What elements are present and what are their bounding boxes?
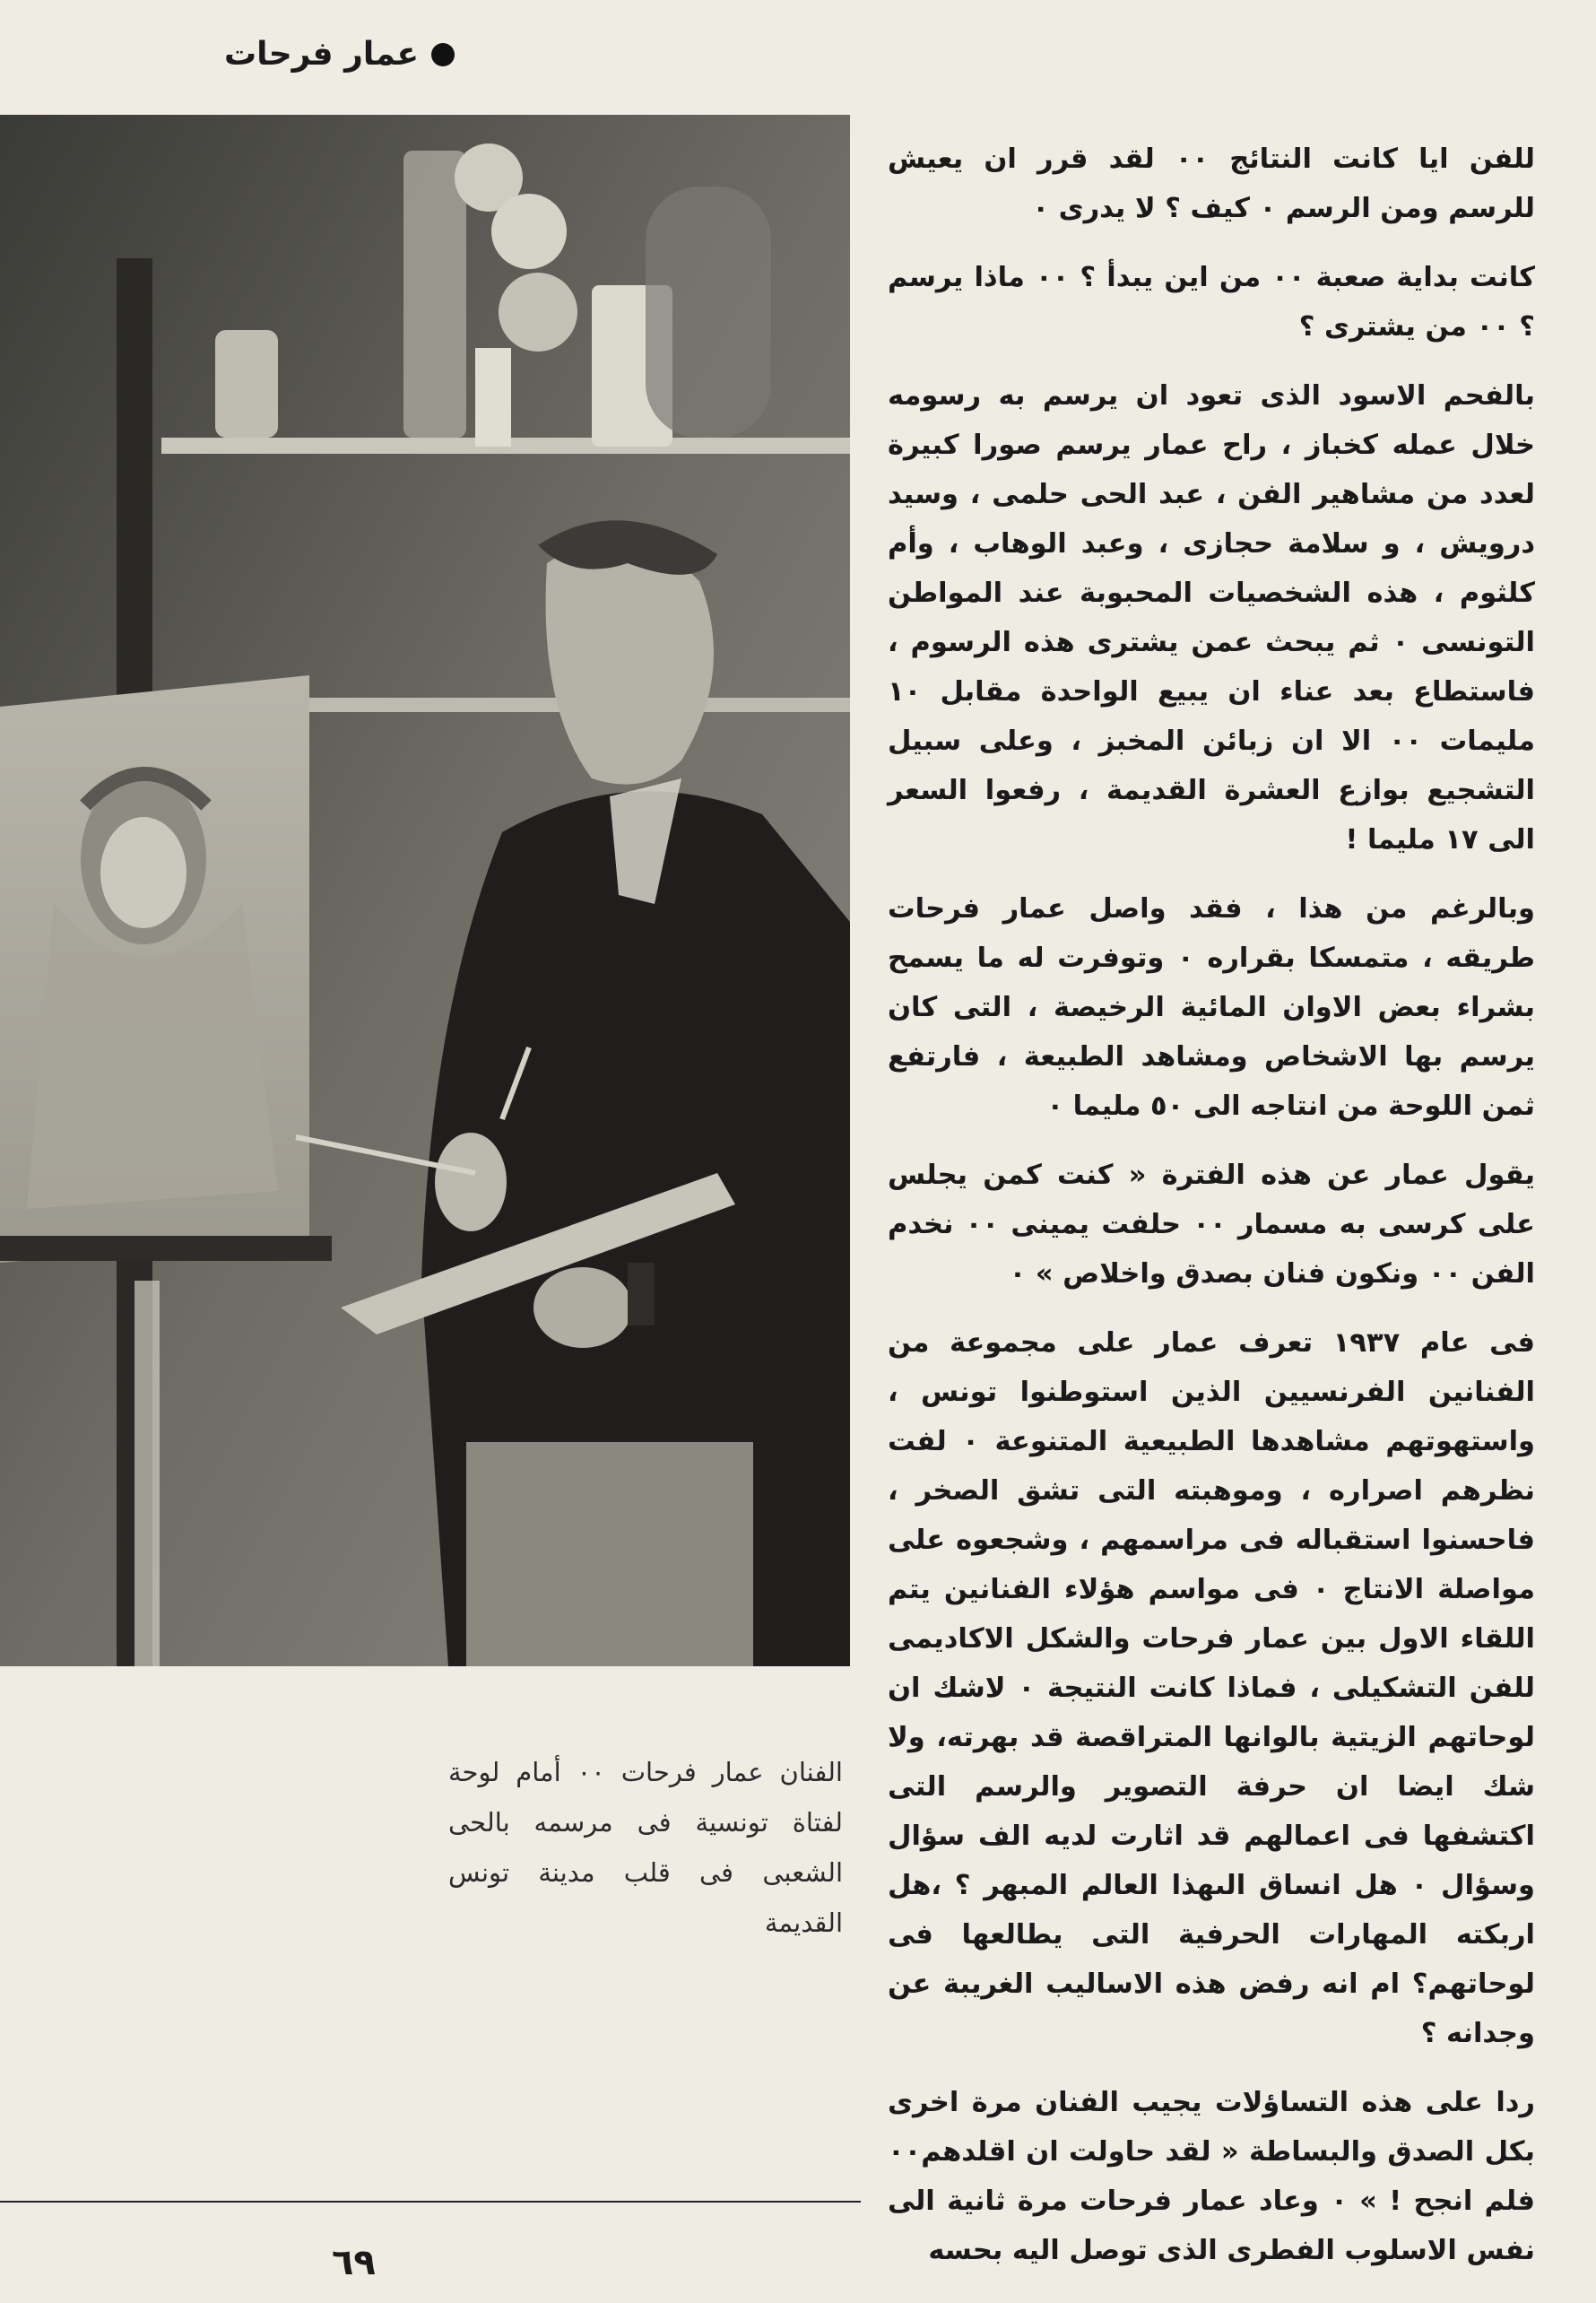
article-paragraph: كانت بداية صعبة ٠٠ من اين يبدأ ؟ ٠٠ ماذا يرسم ؟ ٠٠ من يشترى ؟ <box>888 262 1535 343</box>
page-number: ٦٩ <box>332 2242 376 2283</box>
footer-rule <box>0 2201 861 2203</box>
article-paragraph: يقول عمار عن هذه الفترة « كنت كمن يجلس على كرسى به مسمار ٠٠ حلفت يمينى ٠٠ نخدم الفن ٠٠ ونكون فنان بصدق واخلاص » ٠ <box>888 1160 1535 1290</box>
article-paragraph: فى عام ١٩٣٧ تعرف عمار على مجموعة من الفنانين الفرنسيين الذين استوطنوا تونس ، واستهوتهم مشاهدها الطبيعية المتنوعة ٠ لفت نظرهم اصراره ، وموهبته التى تشق الصخر ، فاحسنوا استقباله فى مراسمهم ، وشجعوه على مواصلة الانتاج ٠ فى مواسم هؤلاء الفنانين يتم اللقاء الاول بين عمار فرحات والشكل الاكاديمى للفن التشكيلى ، فماذا كانت النتيجة ٠ لاشك ان لوحاتهم الزيتية بالوانها المتراقصة قد بهرته، ولا شك ايضا ان حرفة التصوير والرسم التى اكتشفها فى اعمالهم قد اثارت لديه الف سؤال وسؤال ٠ هل انساق الىهذا العالم المبهر ؟ ،هل اربكته المهارات الحرفية التى يطالعها فى لوحاتهم؟ ام انه رفض هذه الاساليب الغريبة عن وجدانه ؟ <box>888 1327 1535 2049</box>
artist-photo <box>0 115 850 1666</box>
running-title: عمار فرحات <box>224 36 420 73</box>
bullet-icon <box>431 43 455 66</box>
photo-illustration <box>0 115 850 1666</box>
article-body <box>888 135 1535 2295</box>
photo-caption: الفنان عمار فرحات ٠٠ أمام لوحة لفتاة تونسية فى مرسمه بالحى الشعبى فى قلب مدينة تونس القديمة <box>448 1757 843 1938</box>
article-paragraph: وبالرغم من هذا ، فقد واصل عمار فرحات طريقه ، متمسكا بقراره ٠ وتوفرت له ما يسمح بشراء بعض الاوان المائية الرخيصة ، التى كان يرسم بها الاشخاص ومشاهد الطبيعة ، فارتفع ثمن اللوحة من انتاجه الى ٥٠ مليما ٠ <box>888 893 1535 1122</box>
running-header <box>224 36 455 73</box>
article-paragraph: بالفحم الاسود الذى تعود ان يرسم به رسومه خلال عمله كخباز ، راح عمار يرسم صورا كبيرة لعدد من مشاهير الفن ، عبد الحى حلمى ، وسيد درويش ، و سلامة حجازى ، وعبد الوهاب ، وأم كلثوم ، هذه الشخصيات المحبوبة عند المواطن التونسى ٠ ثم يبحث عمن يشترى هذه الرسوم ، فاستطاع بعد عناء ان يبيع الواحدة مقابل ١٠ مليمات ٠٠ الا ان زبائن المخبز ، وعلى سبيل التشجيع بوازع العشرة القديمة ، رفعوا السعر الى ١٧ مليما ! <box>888 380 1535 856</box>
article-paragraph: للفن ايا كانت النتائج ٠٠ لقد قرر ان يعيش للرسم ومن الرسم ٠ كيف ؟ لا يدرى ٠ <box>888 143 1535 224</box>
article-paragraph: ردا على هذه التساؤلات يجيب الفنان مرة اخرى بكل الصدق والبساطة « لقد حاولت ان اقلدهم٠٠ فلم انجح ! » ٠ وعاد عمار فرحات مرة ثانية الى نفس الاسلوب الفطرى الذى توصل اليه بحسه <box>888 2087 1536 2266</box>
